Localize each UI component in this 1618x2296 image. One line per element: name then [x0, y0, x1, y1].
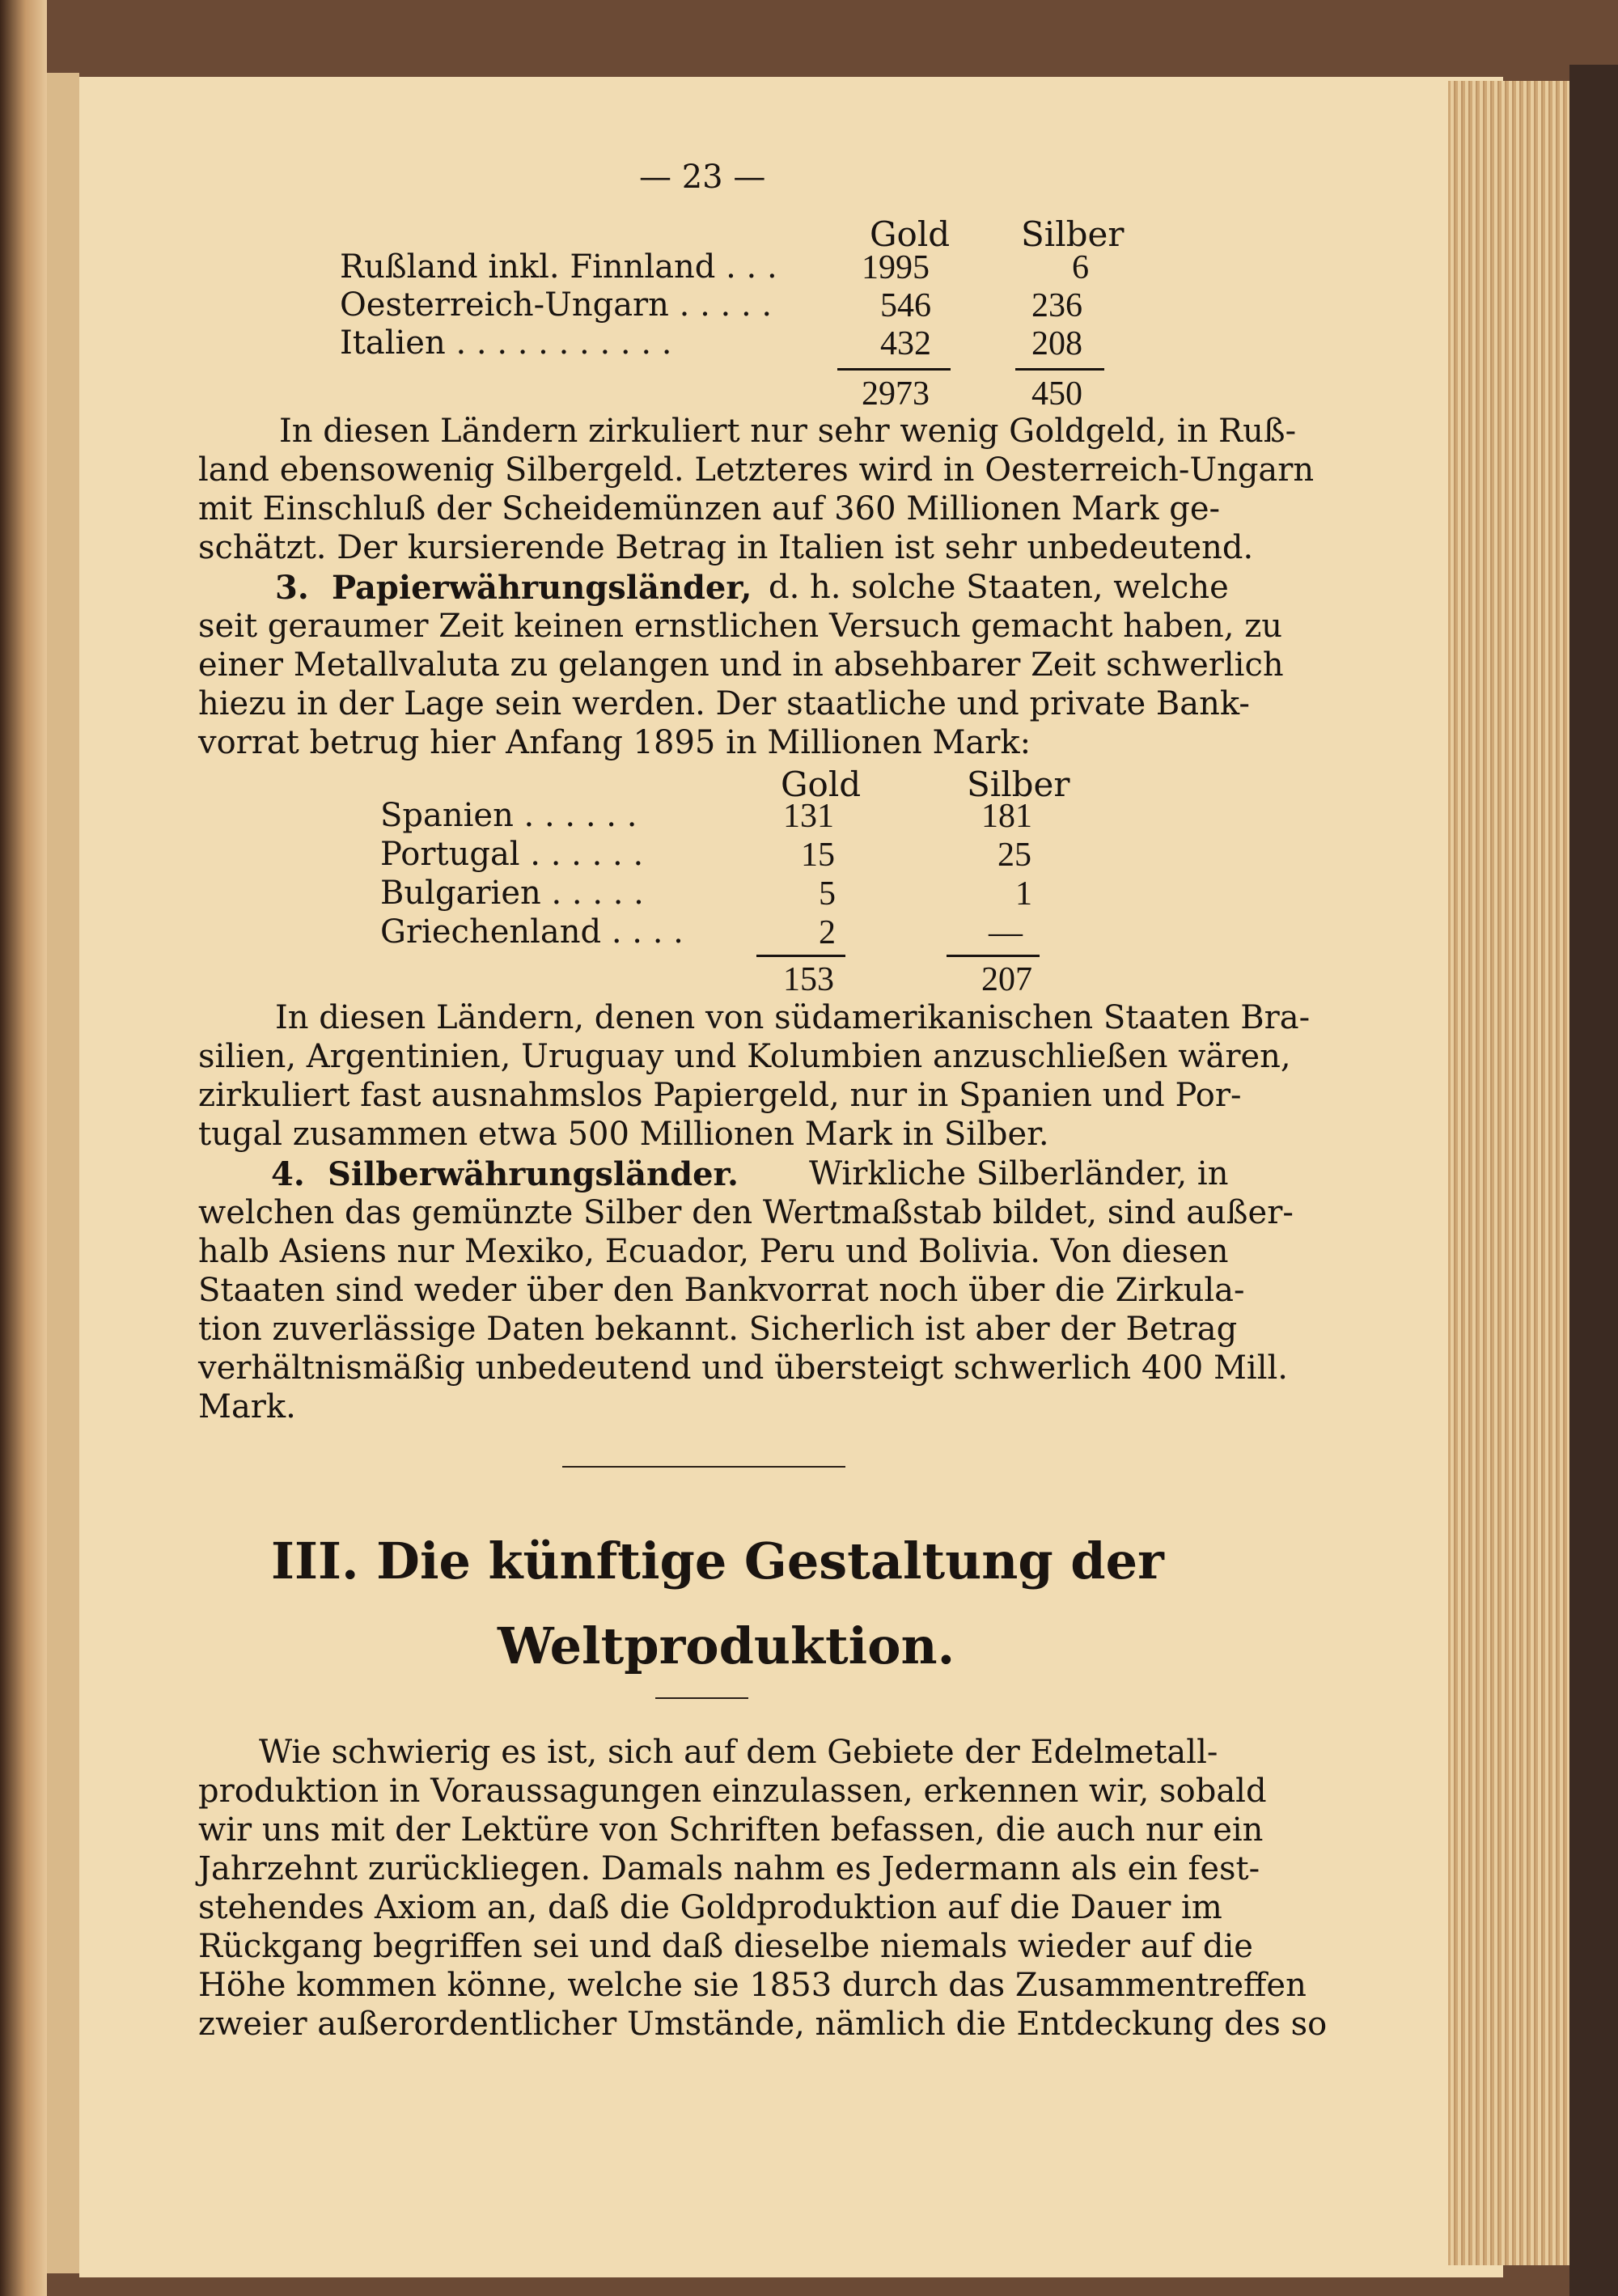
section4-heading: Silberwährungsländer. — [328, 1155, 739, 1193]
table2-gold-sum-rule — [756, 955, 845, 957]
paragraph-line: mit Einschluß der Scheidemünzen auf 360 Millionen Mark ge- — [198, 490, 1221, 527]
paragraph-line: welchen das gemünzte Silber den Wertmaßstab bildet, sind außer- — [198, 1194, 1294, 1231]
chapter-title-line2: Weltproduktion. — [498, 1616, 955, 1675]
table2-silver-value: 1 — [1015, 875, 1032, 913]
table2-silver-value: 181 — [981, 798, 1032, 835]
paragraph-line: Mark. — [198, 1388, 296, 1425]
paragraph-line: Staaten sind weder über den Bankvorrat noch über die Zirkula- — [198, 1272, 1245, 1309]
chapter-title-line1: III. Die künftige Gestaltung der — [271, 1531, 1164, 1591]
table1-gold-header: Gold — [870, 214, 951, 254]
table2-gold-total: 153 — [783, 961, 834, 998]
table2-silver-value: — — [989, 914, 1023, 951]
paragraph-line: In diesen Ländern zirkuliert nur sehr wenig Goldgeld, in Ruß- — [279, 413, 1297, 450]
paragraph-line: stehendes Axiom an, daß die Goldproduktion auf die Dauer im — [198, 1889, 1222, 1926]
section-divider — [562, 1466, 845, 1468]
table2-gold-value: 5 — [819, 875, 836, 913]
table1-silver-value: 6 — [1072, 249, 1089, 286]
paragraph-line: verhältnismäßig unbedeutend und übersteigt schwerlich 400 Mill. — [198, 1349, 1288, 1387]
paragraph-line: schätzt. Der kursierende Betrag in Italien ist sehr unbedeutend. — [198, 529, 1254, 566]
paragraph-line: zweier außerordentlicher Umstände, nämlich die Entdeckung des so — [198, 2006, 1328, 2043]
paragraph-line: seit geraumer Zeit keinen ernstlichen Versuch gemacht haben, zu — [198, 608, 1283, 645]
book-cover — [1569, 65, 1618, 2296]
section3-heading: Papierwährungsländer, — [332, 569, 752, 607]
paragraph-line: tugal zusammen etwa 500 Millionen Mark in Silber. — [198, 1116, 1049, 1153]
title-divider — [655, 1697, 748, 1699]
table1-gold-total: 2973 — [862, 375, 930, 413]
paragraph-line: Wie schwierig es ist, sich auf dem Gebiete der Edelmetall- — [259, 1734, 1218, 1771]
book-spine — [0, 0, 47, 2296]
page-number: — 23 — — [639, 159, 766, 196]
paragraph-line: d. h. solche Staaten, welche — [769, 569, 1229, 606]
table1-gold-value: 1995 — [862, 249, 930, 286]
table1-country: Oesterreich-Ungarn . . . . . — [340, 286, 773, 324]
paragraph-line: Jahrzehnt zurückliegen. Damals nahm es Jedermann als ein fest- — [198, 1850, 1260, 1887]
section3-number: 3. — [275, 569, 309, 607]
paragraph-line: hiezu in der Lage sein werden. Der staatliche und private Bank- — [198, 685, 1250, 722]
table2-country: Bulgarien . . . . . — [380, 875, 644, 912]
table2-gold-value: 15 — [801, 837, 835, 874]
paragraph-line: In diesen Ländern, denen von südamerikanischen Staaten Bra- — [275, 999, 1311, 1036]
table1-gold-sum-rule — [837, 368, 951, 371]
table1-gold-value: 432 — [880, 325, 931, 362]
table2-gold-value: 131 — [783, 798, 834, 835]
paragraph-line: Wirkliche Silberländer, in — [809, 1155, 1229, 1192]
paragraph-line: einer Metallvaluta zu gelangen und in absehbarer Zeit schwerlich — [198, 646, 1284, 684]
paragraph-line: tion zuverlässige Daten bekannt. Sicherlich ist aber der Betrag — [198, 1311, 1238, 1348]
paragraph-line: Rückgang begriffen sei und daß dieselbe niemals wieder auf die — [198, 1928, 1253, 1965]
table1-silver-value: 236 — [1031, 287, 1082, 324]
paragraph-line: vorrat betrug hier Anfang 1895 in Millionen Mark: — [198, 724, 1031, 761]
table1-silver-value: 208 — [1031, 325, 1082, 362]
paragraph-line: halb Asiens nur Mexiko, Ecuador, Peru und Bolivia. Von diesen — [198, 1233, 1229, 1270]
table1-silver-sum-rule — [1015, 368, 1104, 371]
section4-number: 4. — [271, 1155, 305, 1193]
paragraph-line: silien, Argentinien, Uruguay und Kolumbien anzuschließen wären, — [198, 1038, 1291, 1075]
table2-gold-value: 2 — [819, 914, 836, 951]
table2-country: Spanien . . . . . . — [380, 797, 637, 834]
paragraph-line: produktion in Voraussagungen einzulassen, erkennen wir, sobald — [198, 1773, 1267, 1810]
left-page-edge — [47, 73, 79, 2273]
paragraph-line: Höhe kommen könne, welche sie 1853 durch das Zusammentreffen — [198, 1967, 1307, 2004]
table1-silver-total: 450 — [1031, 375, 1082, 413]
paragraph-line: wir uns mit der Lektüre von Schriften befassen, die auch nur ein — [198, 1811, 1264, 1849]
table2-country: Griechenland . . . . — [380, 913, 684, 951]
paragraph-line: zirkuliert fast ausnahmslos Papiergeld, nur in Spanien und Por- — [198, 1077, 1242, 1114]
table1-silver-header: Silber — [1021, 214, 1125, 254]
table2-silver-total: 207 — [981, 961, 1032, 998]
table1-gold-value: 546 — [880, 287, 931, 324]
paragraph-line: land ebensowenig Silbergeld. Letzteres wird in Oesterreich-Ungarn — [198, 451, 1315, 489]
table2-silver-sum-rule — [947, 955, 1040, 957]
table1-country: Rußland inkl. Finnland . . . — [340, 248, 777, 286]
table2-silver-value: 25 — [997, 837, 1031, 874]
table2-country: Portugal . . . . . . — [380, 836, 644, 873]
table1-country: Italien . . . . . . . . . . . — [340, 324, 672, 362]
table2-silver-header: Silber — [967, 765, 1070, 804]
page-edges — [1448, 81, 1569, 2265]
table2-gold-header: Gold — [781, 765, 862, 804]
